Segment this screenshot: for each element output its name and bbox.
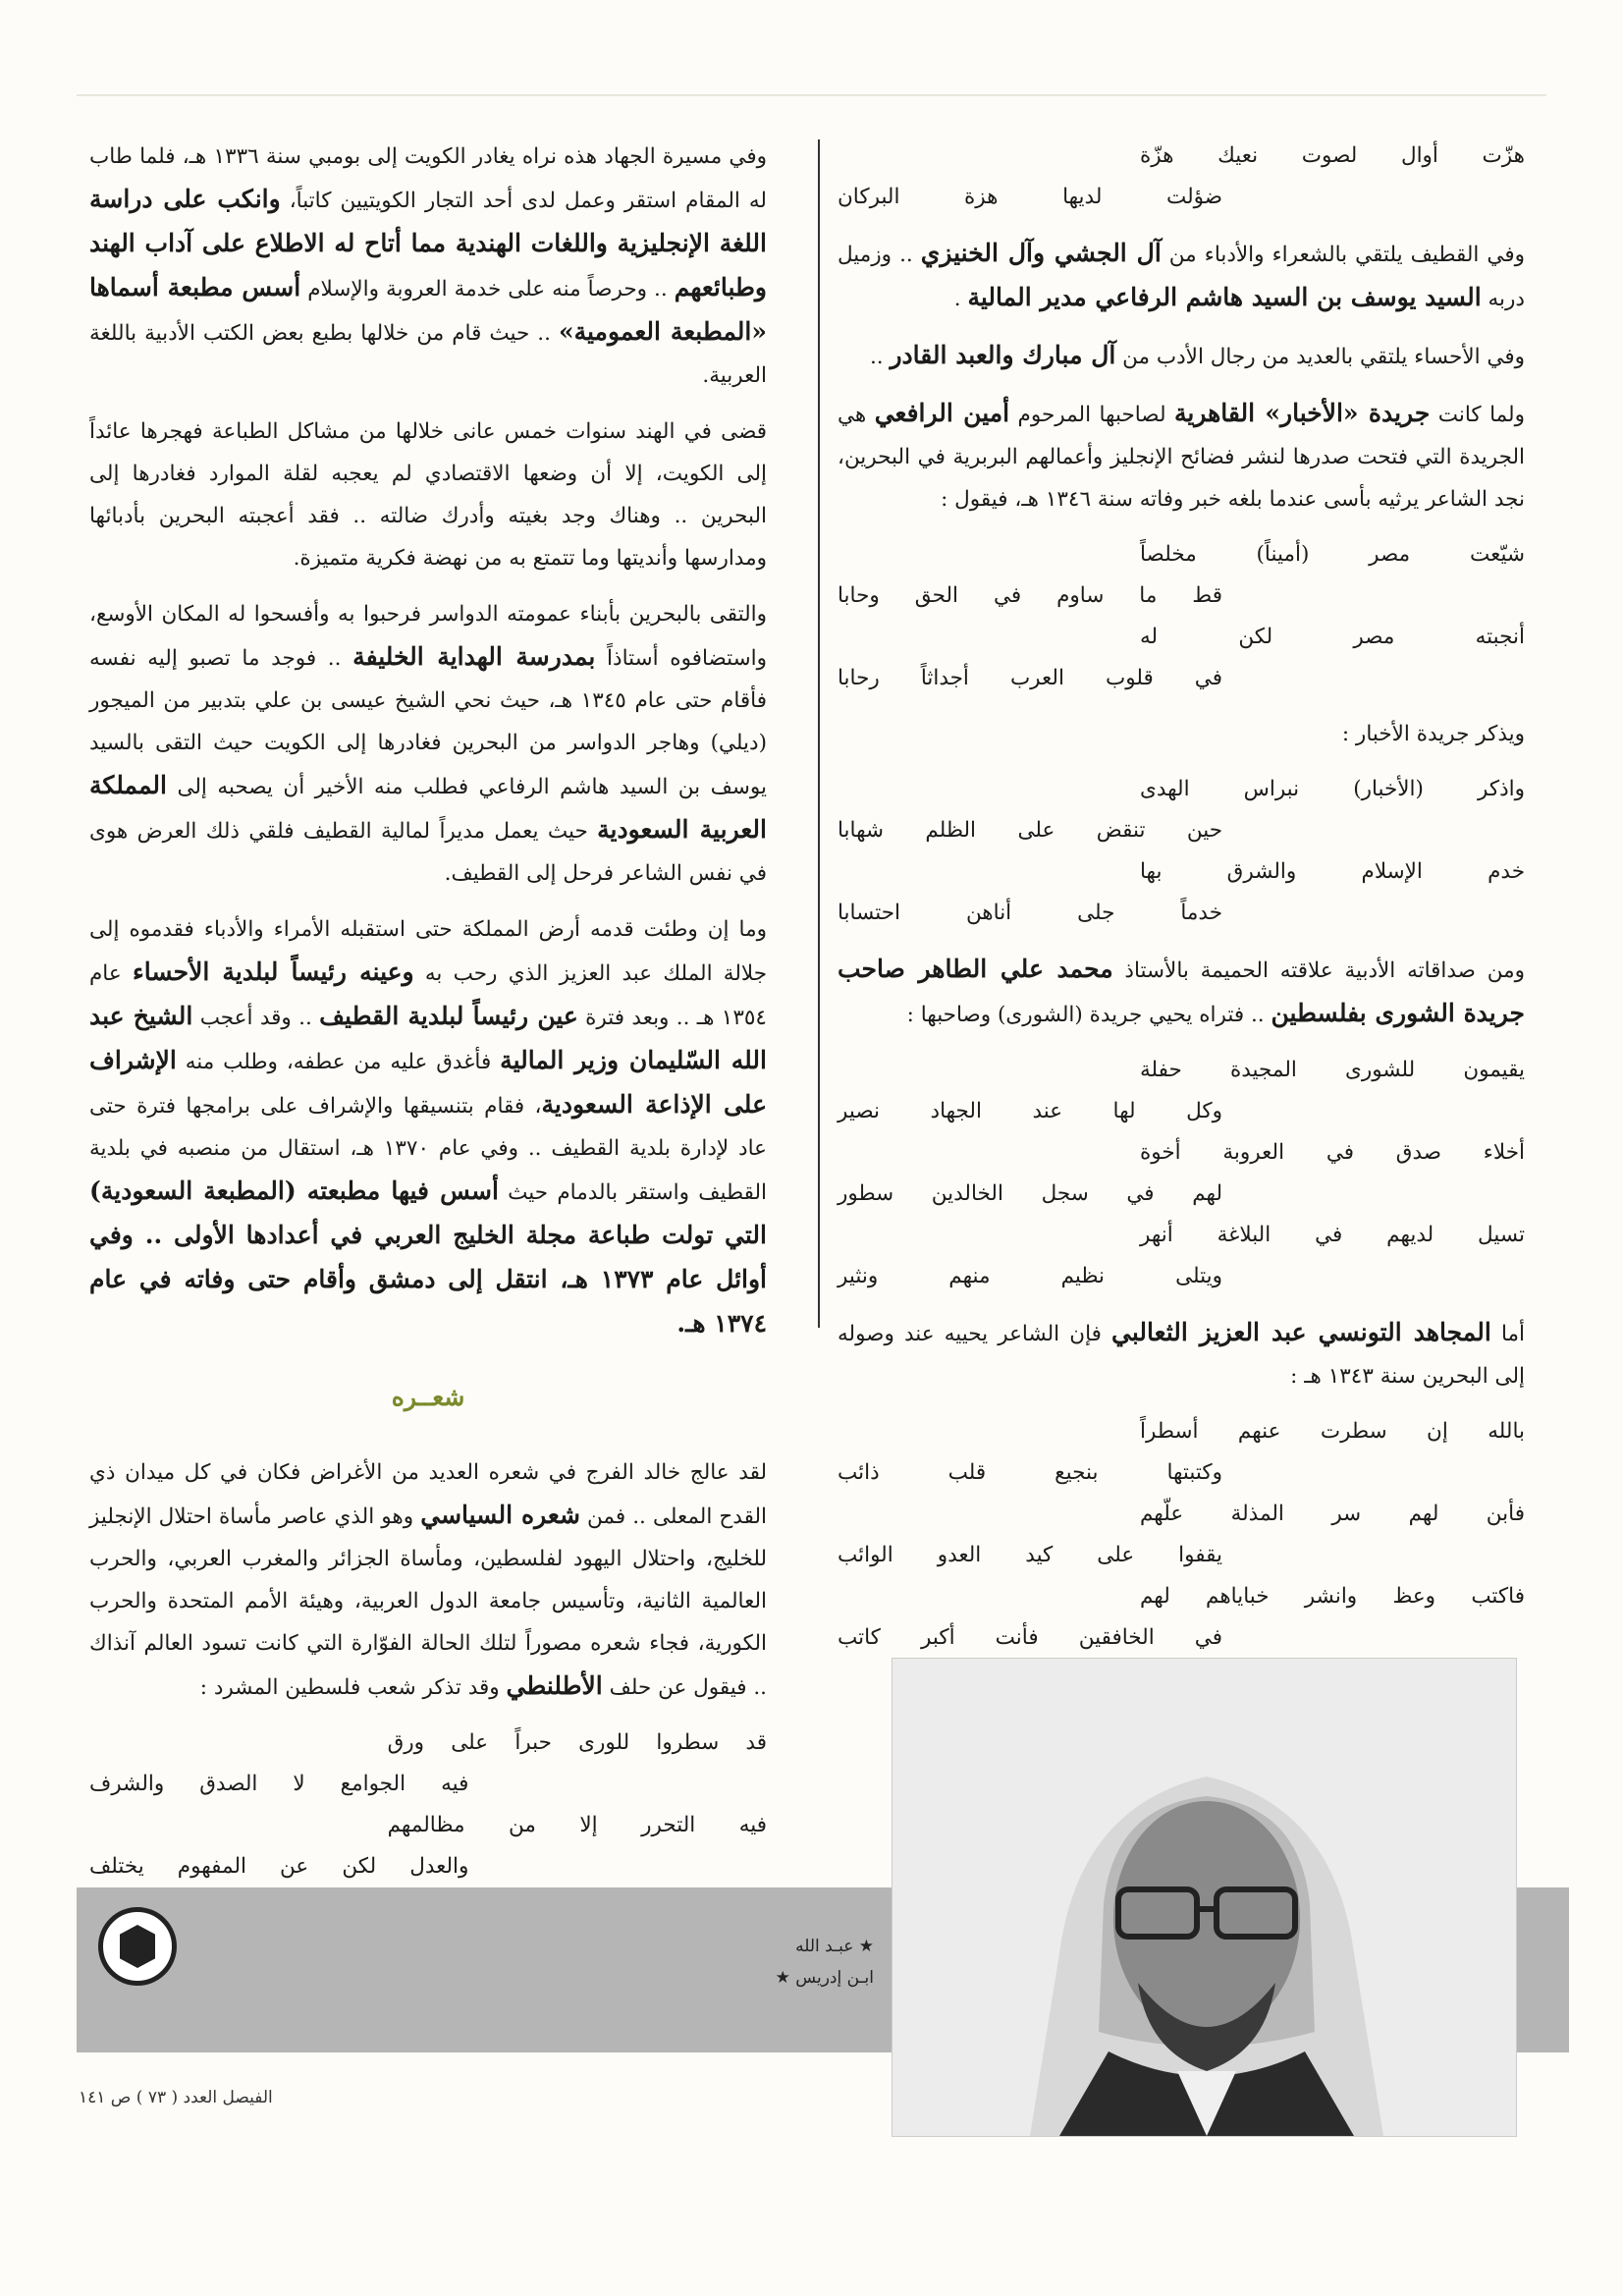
paragraph: قضى في الهند سنوات خمس عانى خلالها من مشاكل الطباعة فهجرها عائداً إلى الكويت، إلا أن وضعها الاقتصادي لم يعجبه لقلة الموارد فغادرها إلى البحرين .. وهناك وجد بغيته وأدرك ضالته .. فقد أعجبته البحرين بأدبائها ومدارسها وأنديتها وما تتمتع به من نهضة فكرية متميزة. <box>89 419 767 571</box>
bold-text: المملكة العربية السعودية <box>89 771 767 844</box>
emblem-shape <box>120 1925 155 1968</box>
bold-text: المجاهد التونسي عبد العزيز الثعالبي <box>1111 1318 1491 1346</box>
text: .. فوجد ما تصبو إليه نفسه فأقام حتى عام ١٣٤٥ هـ، حيث نحي الشيخ عيسى بن علي بتدبير من الميجور (ديلي) وهاجر الدواسر من البحرين فغادرها إلى الكويت حيث التقى بالسيد يوسف بن السيد هاشم الرفاعي فطلب منه الأخير أن يصحبه إلى <box>89 646 767 799</box>
verse-first-half: فأبن لهم سر المذلة علّهم <box>1140 1502 1525 1526</box>
verse-first-half: بالله إن سطرت عنهم أسطراً <box>1140 1419 1525 1444</box>
bold-text: شعره السياسي <box>420 1501 580 1529</box>
verse-first-half: شيّعت مصر (أميناً) مخلصاً <box>1140 542 1525 567</box>
verse-first-half: يقيمون للشورى المجيدة حفلة <box>1140 1058 1525 1082</box>
top-rule <box>77 94 1546 96</box>
poem-block <box>838 1050 1525 1297</box>
bold-text: بمدرسة الهداية الخليفة <box>352 642 596 671</box>
verse <box>838 1494 1525 1576</box>
paragraph <box>838 1311 1525 1397</box>
verse <box>838 769 1525 851</box>
paragraph <box>838 948 1525 1036</box>
text: . <box>953 287 968 311</box>
paragraph: ويذكر جريدة الأخبار : <box>1341 722 1525 746</box>
verse <box>838 1050 1525 1132</box>
paragraph <box>89 136 767 397</box>
verse <box>838 534 1525 617</box>
bold-text: الشيخ عبد الله السّليمان وزير المالية <box>89 1002 767 1074</box>
verse-first-half: هزّت أوال لصوت نعيك هزّة <box>1140 143 1525 168</box>
poem-block <box>838 534 1525 699</box>
verse-second-half: ويتلى نظيم منهم ونثير <box>838 1264 1222 1288</box>
text: هي الجريدة التي فتحت صدرها لنشر فضائح الإنجليز وأعمالهم البربرية في البحرين، نجد الشاعر يرثيه بأسى عندما بلغه خبر وفاته سنة ١٣٤٦ هـ، فيقول : <box>838 403 1525 512</box>
bold-text: آل مبارك والعبد القادر <box>890 341 1116 369</box>
paragraph <box>838 392 1525 520</box>
column-divider <box>818 139 820 1328</box>
verse <box>838 1215 1525 1297</box>
section-heading: شعــره <box>391 1383 465 1411</box>
verse <box>838 1411 1525 1494</box>
text: فإن الشاعر يحييه عند وصوله إلى البحرين سنة ١٣٤٣ هـ : <box>838 1322 1525 1389</box>
text: وقد تذكر شعب فلسطين المشرد : <box>199 1675 507 1700</box>
bold-text: الأطلنطي <box>506 1671 603 1700</box>
verse <box>838 1132 1525 1215</box>
verse-first-half: فيه التحرر إلا من مظالمهم <box>387 1813 767 1837</box>
text: .. وزميل دربه <box>838 243 1525 311</box>
verse-first-half: قد سطروا للورى حبراً على ورق <box>387 1730 767 1755</box>
verse <box>838 617 1525 699</box>
verse-second-half: وكتبتها بنجيع قلب ذائب <box>838 1460 1222 1485</box>
paragraph <box>838 334 1525 378</box>
verse <box>89 1722 767 1805</box>
text: وفي مسيرة الجهاد هذه نراه يغادر الكويت إلى بومبي سنة ١٣٣٦ هـ، فلما طاب له المقام استقر وعمل لدى أحد التجار الكويتيين كاتباً، <box>89 144 767 213</box>
verse-second-half: في قلوب العرب أجداثاً رحابا <box>838 666 1222 690</box>
verse-first-half: تسيل لديهم في البلاغة أنهر <box>1140 1223 1525 1247</box>
page-footer: الفيصل العدد ( ٧٣ ) ص ١٤١ <box>79 2088 273 2107</box>
bold-text: أسس مطبعة أسماها «المطبعة العمومية» <box>89 273 767 346</box>
verse-second-half: في الخافقين فأنت أكبر كاتب <box>838 1625 1222 1650</box>
text: ومن صداقاته الأدبية علاقته الحميمة بالأستاذ <box>1112 958 1525 983</box>
text: لقد عالج خالد الفرج في شعره العديد من الأغراض فكان في كل ميدان ذي القدح المعلى .. فمن <box>89 1460 767 1529</box>
verse <box>838 136 1525 218</box>
verse-second-half: لهم في سجل الخالدين سطور <box>838 1181 1222 1206</box>
magazine-emblem-icon <box>98 1907 177 1986</box>
text: .. وحرصاً منه على خدمة العروبة والإسلام <box>300 277 675 301</box>
verse-second-half: خدماً جلى أناهن احتسابا <box>838 901 1222 925</box>
paragraph <box>89 908 767 1346</box>
verse-first-half: واذكر (الأخبار) نبراس الهدى <box>1140 777 1525 801</box>
bold-text: أمين الرافعي <box>874 399 1010 427</box>
text: .. حيث قام من خلالها بطبع بعض الكتب الأدبية باللغة العربية. <box>89 321 767 388</box>
verse-first-half: أخلاء صدق في العروبة أخوة <box>1140 1140 1525 1165</box>
verse <box>838 1576 1525 1659</box>
poem-block <box>838 1411 1525 1659</box>
text: أما <box>1490 1322 1525 1346</box>
text: وفي القطيف يلتقي بالشعراء والأدباء من <box>1161 243 1525 267</box>
text: فأغدق عليه من عطفه، وطلب منه <box>176 1050 501 1074</box>
text: .. <box>869 345 891 369</box>
verse-first-half: خدم الإسلام والشرق بها <box>1140 859 1525 884</box>
caption-line: ★ عبـد الله <box>795 1937 874 1956</box>
verse-second-half: ضؤلت لديها هزة البركان <box>838 185 1222 209</box>
verse-second-half: حين تنقض على الظلم شهابا <box>838 818 1222 843</box>
bold-text: وانكب على دراسة اللغة الإنجليزية واللغات الهندية مما أتاح له الاطلاع على آداب الهند وطبائعهم <box>89 185 767 301</box>
text: وهو الذي عاصر مأساة احتلال الإنجليز للخليج، واحتلال اليهود لفلسطين، ومأساة الجزائر والمغرب العربي، والحرب العالمية الثانية، وتأسيس جامعة الدول العربية، وهيئة الأمم المتحدة والحرب الكورية، فجاء شعره مصوراً لتلك الحالة الفوّارة التي كانت تسود العالم آنذاك .. فيقول عن حلف <box>89 1504 767 1700</box>
verse <box>838 851 1525 934</box>
caption-line: ابـن إدريس ★ <box>775 1968 874 1988</box>
text: والتقى بالبحرين بأبناء عمومته الدواسر فرحبوا به وأفسحوا له المكان الأوسع، واستضافوه أستاذاً <box>89 602 768 671</box>
right-column <box>838 136 1525 1672</box>
bold-text: الإشراف على الإذاعة السعودية <box>89 1046 767 1119</box>
text: عام ١٣٥٤ هـ .. وبعد فترة <box>89 961 767 1030</box>
verse-second-half: فيه الجوامع لا الصدق والشرف <box>89 1772 469 1796</box>
verse-second-half: يقفوا على كيد العدو الوائب <box>838 1543 1222 1567</box>
verse-second-half: وكل لها عند الجهاد نصير <box>838 1099 1222 1123</box>
photo-caption <box>746 1931 874 1994</box>
poem-block <box>838 136 1525 218</box>
bold-text: محمد علي الطاهر صاحب جريدة الشورى بفلسطين <box>838 955 1525 1027</box>
poem-block <box>838 769 1525 934</box>
verse <box>89 1805 767 1887</box>
paragraph <box>838 232 1525 320</box>
text: لصاحبها المرحوم <box>1009 403 1174 427</box>
portrait-photo <box>892 1658 1517 2137</box>
text: ولما كانت <box>1430 403 1525 427</box>
portrait-graphic <box>893 1659 1516 2136</box>
bold-text: عين رئيساً لبلدية القطيف <box>319 1002 578 1030</box>
paragraph <box>89 593 767 895</box>
text: وفي الأحساء يلتقي بالعديد من رجال الأدب من <box>1115 345 1525 369</box>
bold-text: آل الجشي وآل الخنيزي <box>920 239 1162 267</box>
verse-first-half: فاكتب وعظ وانشر خباياهم لهم <box>1140 1584 1525 1609</box>
bold-text: جريدة «الأخبار» القاهرية <box>1173 399 1431 427</box>
verse-first-half: أنجبته مصر لكن له <box>1140 625 1525 649</box>
bold-text: السيد يوسف بن السيد هاشم الرفاعي مدير المالية <box>967 283 1482 311</box>
left-column <box>89 136 767 1984</box>
bold-text: أسس فيها مطبعته (المطبعة السعودية) التي تولت طباعة مجلة الخليج العربي في أعدادها الأولى .. وفي أوائل عام ١٣٧٣ هـ، انتقل إلى دمشق وأقام حتى وفاته في عام ١٣٧٤ هـ. <box>89 1176 767 1338</box>
verse-second-half: والعدل لكن عن المفهوم يختلف <box>89 1854 469 1879</box>
paragraph <box>89 1451 767 1709</box>
bold-text: وعينه رئيساً لبلدية الأحساء <box>132 957 414 986</box>
verse-second-half: قط ما ساوم في الحق وحابا <box>838 583 1222 608</box>
text: .. وقد أعجب <box>192 1006 320 1030</box>
text: وما إن وطئت قدمه أرض المملكة حتى استقبله الأمراء والأدباء فقدموه إلى جلالة الملك عبد العزيز الذي رحب به <box>89 917 768 986</box>
text: حيث يعمل مديراً لمالية القطيف فلقي ذلك العرض هوى في نفس الشاعر فرحل إلى القطيف. <box>89 819 767 886</box>
text: ، فقام بتنسيقها والإشراف على برامجها فترة حتى عاد لإدارة بلدية القطيف .. وفي عام ١٣٧٠ هـ، استقال من منصبه في بلدية القطيف واستقر بالدمام حيث <box>89 1094 767 1205</box>
text: .. فتراه يحيي جريدة (الشورى) وصاحبها : <box>906 1003 1271 1027</box>
